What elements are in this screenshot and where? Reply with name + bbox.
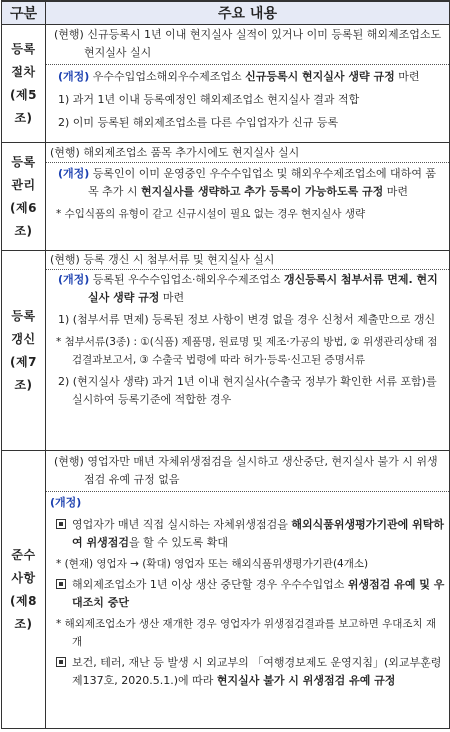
revised-block [46, 491, 449, 690]
revised-block: (개정) 등록인이 이미 운영중인 우수수입업소 및 해외우수제조업소에 대하여 품목 추가 시 현지실사를 생략하고 추가 등록이 가능하도록 규정 마련 * 수입식품의 유형이 같고 신규시설이 필요 없는 경우 현지실사 생략 [46, 162, 449, 223]
row-category: 준수 사항 (제8 조) [2, 451, 46, 729]
list-item: 2) 이미 등록된 해외제조업소를 다른 수입업자가 신규 등록 [58, 116, 339, 129]
table-row [2, 25, 450, 143]
row-category: 등록 갱신 (제7 조) [2, 251, 46, 451]
square-bullet-icon [56, 579, 66, 589]
header-content: 주요 내용 [46, 1, 450, 25]
row-content [46, 251, 450, 451]
bullet-item: 보건, 테러, 재난 등 발생 시 외교부의 「여행경보제도 운영지침」(외교부훈령 제137호, 2020.5.1.)에 따라 현지실사 불가 시 위생점검 유예 규정 [50, 654, 445, 690]
revised-label: (개정) [58, 70, 90, 83]
current-text: (현행) 해외제조업소 품목 추가시에도 현지실사 실시 [50, 146, 300, 159]
current-text: (현행) 신규등록시 1년 이내 현지실사 실적이 있거나 이미 등록된 해외제조업소도 현지실사 실시 [54, 28, 442, 59]
current-text: (현행) 등록 갱신 시 첨부서류 및 현지실사 실시 [50, 253, 275, 266]
revised-label: (개정) [58, 167, 90, 180]
row-content [46, 25, 450, 143]
revised-block: (개정) 등록된 우수수입업소·해외우수제조업소 갱신등록시 첨부서류 면제. 현지실사 생략 규정 마련 1) (첨부서류 면제) 등록된 정보 사항이 변경 없을 경우 신청서 제출만으로 갱신 * 첨부서류(3종) : ①(식품) 제품명, 원료명 및 제조·가공의 방법, ② 위생관리상태 점검결과보고서, ③ 수출국 법령에 따라 허가·등록·신고된 증명서류 2) (현지실사 생략) 과거 1년 이내 현지실사(수출국 정부가 확인한 서류 포함)를 실시하여 등록기준에 적합한 경우 [46, 269, 449, 409]
revised-label: (개정) [58, 273, 90, 286]
current-text: (현행) 영업자만 매년 자체위생점검을 실시하고 생산중단, 현지실사 불가 시 위생점검 유예 규정 없음 [54, 455, 438, 486]
list-item: 1) (첨부서류 면제) 등록된 정보 사항이 변경 없을 경우 신청서 제출만으로 갱신 [58, 313, 436, 326]
table-row [2, 251, 450, 451]
summary-table [1, 0, 450, 729]
revised-block: (개정) 우수수입업소해외우수제조업소 신규등록시 현지실사 생략 규정 마련 1) 과거 1년 이내 등록예정인 해외제조업소 현지실사 결과 적합 2) 이미 등록된 해외제조업소를 다른 수입업자가 신규 등록 [46, 64, 449, 132]
list-item: 1) 과거 1년 이내 등록예정인 해외제조업소 현지실사 결과 적합 [58, 93, 360, 106]
note-text: * 첨부서류(3종) : ①(식품) 제품명, 원료명 및 제조·가공의 방법, ② 위생관리상태 점검결과보고서, ③ 수출국 법령에 따라 허가·등록·신고된 증명서류 [56, 336, 438, 366]
bullet-item: 해외제조업소가 1년 이상 생산 중단할 경우 우수수입업소 위생점검 유예 및 우대조치 중단 [50, 576, 445, 612]
square-bullet-icon [56, 519, 66, 529]
revised-label: (개정) [50, 496, 82, 509]
bullet-item: 영업자가 매년 직접 실시하는 자체위생점검을 해외식품위생평가기관에 위탁하여 위생점검을 할 수 있도록 확대 [50, 516, 445, 552]
table-row [2, 451, 450, 729]
row-category: 등록 절차 (제5 조) [2, 25, 46, 143]
table-header [2, 1, 450, 25]
list-item: 2) (현지실사 생략) 과거 1년 이내 현지실사(수출국 정부가 확인한 서류 포함)를 실시하여 등록기준에 적합한 경우 [58, 375, 437, 406]
row-content [46, 143, 450, 251]
note-text: * 해외제조업소가 생산 재개한 경우 영업자가 위생점검결과를 보고하면 우대조치 재개 [56, 618, 437, 648]
square-bullet-icon [56, 657, 66, 667]
header-category: 구분 [2, 1, 46, 25]
table-row [2, 143, 450, 251]
row-content [46, 451, 450, 729]
note-text: * (현재) 영업자 → (확대) 영업자 또는 해외식품위생평가기관(4개소) [56, 558, 369, 570]
note-text: * 수입식품의 유형이 같고 신규시설이 필요 없는 경우 현지실사 생략 [56, 208, 366, 220]
row-category: 등록 관리 (제6 조) [2, 143, 46, 251]
